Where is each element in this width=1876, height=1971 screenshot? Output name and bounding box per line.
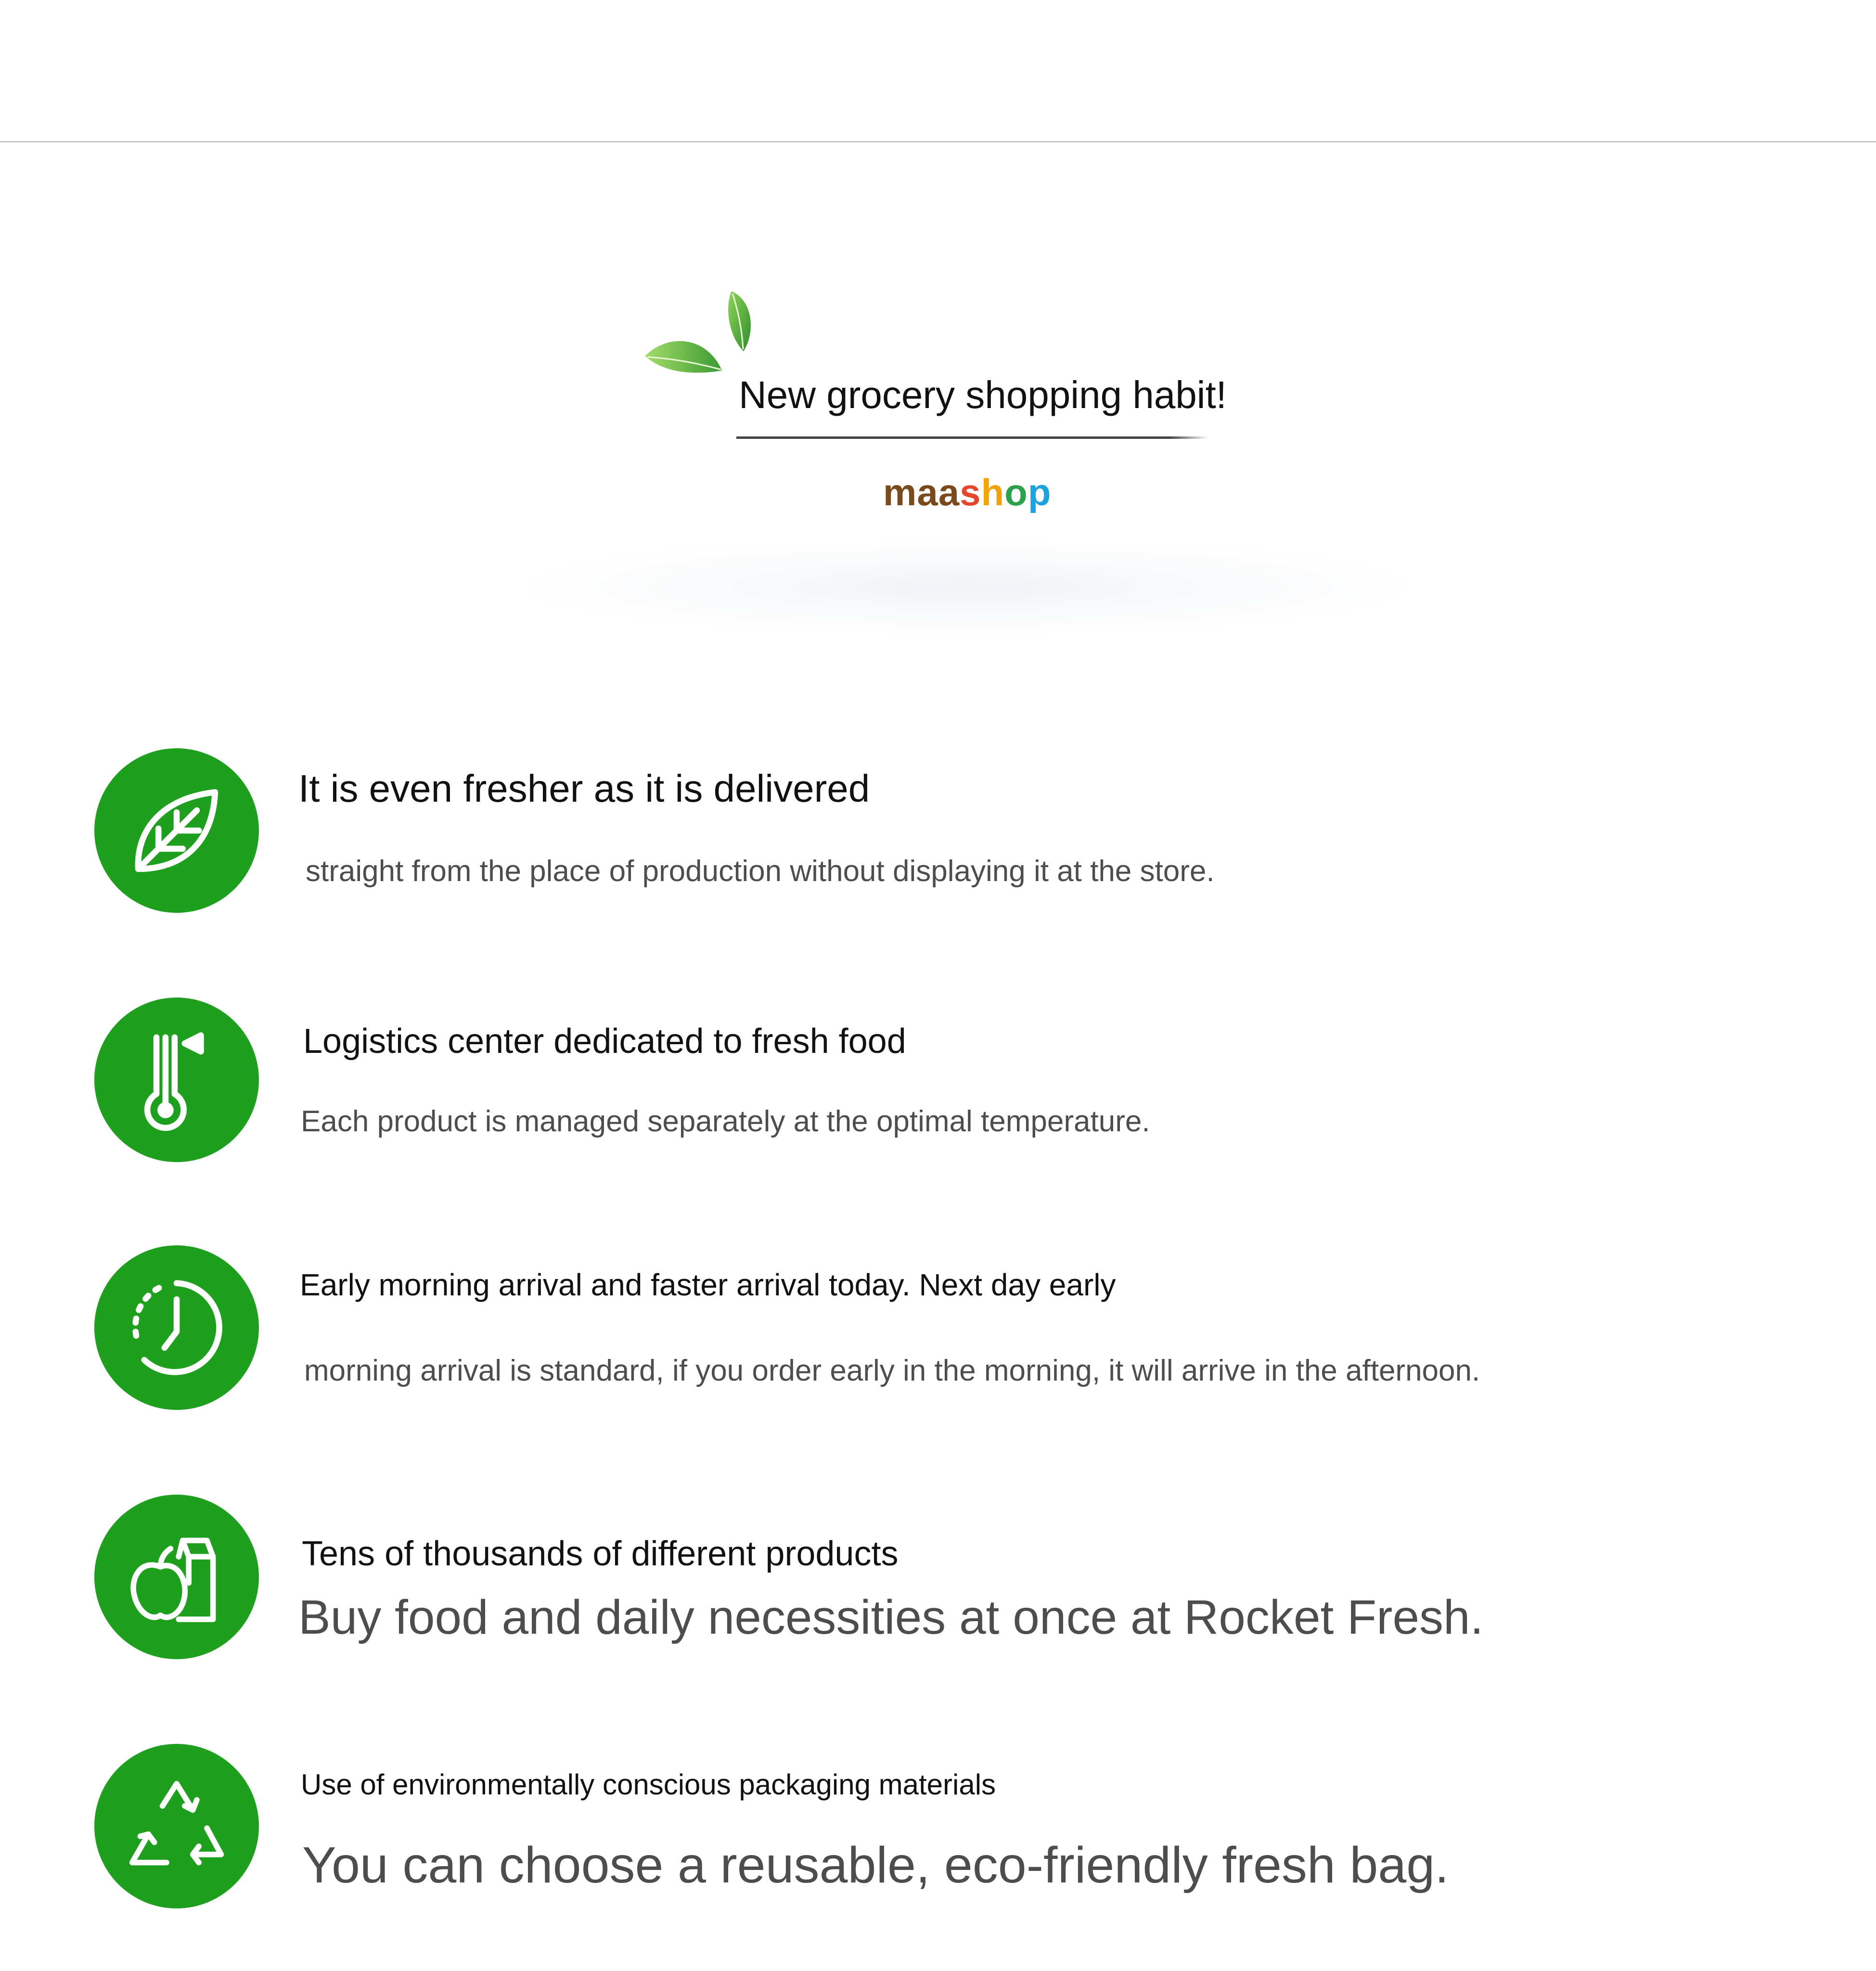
feature-item-freshness: [0, 748, 1876, 922]
feature-title: Use of environmentally conscious packaging materials: [301, 1768, 996, 1801]
brand-logo-part: h: [981, 471, 1005, 513]
feature-description: morning arrival is standard, if you order early in the morning, it will arrive in the afternoon.: [304, 1354, 1480, 1387]
brand-logo: [883, 471, 1051, 514]
feature-item-delivery-time: [0, 1245, 1876, 1419]
feature-title: Tens of thousands of different products: [302, 1535, 899, 1573]
hero-title: New grocery shopping habit!: [739, 373, 1227, 416]
feature-item-packaging: [0, 1744, 1876, 1917]
feature-title: It is even fresher as it is delivered: [298, 767, 870, 810]
brand-logo-part: s: [960, 471, 981, 513]
hero-title-underline: [736, 436, 1208, 439]
thermometer-icon: [94, 998, 259, 1162]
feature-description: Each product is managed separately at the optimal temperature.: [301, 1105, 1150, 1138]
feature-description: straight from the place of production without displaying it at the store.: [306, 855, 1215, 888]
brand-logo-part: p: [1028, 471, 1052, 513]
brand-logo-part: maa: [883, 471, 960, 513]
feature-title: Early morning arrival and faster arrival today. Next day early: [300, 1267, 1116, 1302]
hero-background-glow: [510, 539, 1425, 635]
recycle-icon: [94, 1744, 259, 1908]
leaves-icon: [635, 279, 780, 385]
feature-title: Logistics center dedicated to fresh food: [303, 1022, 906, 1061]
clock-icon: [94, 1245, 259, 1410]
brand-logo-part: o: [1004, 471, 1028, 513]
apple-milk-icon: [94, 1495, 259, 1659]
feature-description: Buy food and daily necessities at once at Rocket Fresh.: [298, 1590, 1484, 1644]
feature-item-logistics: [0, 998, 1876, 1171]
top-divider: [0, 141, 1876, 142]
leaf-icon: [94, 748, 259, 913]
feature-item-products: [0, 1495, 1876, 1668]
hero-banner: [0, 269, 1876, 693]
feature-description: You can choose a reusable, eco-friendly fresh bag.: [302, 1837, 1449, 1894]
